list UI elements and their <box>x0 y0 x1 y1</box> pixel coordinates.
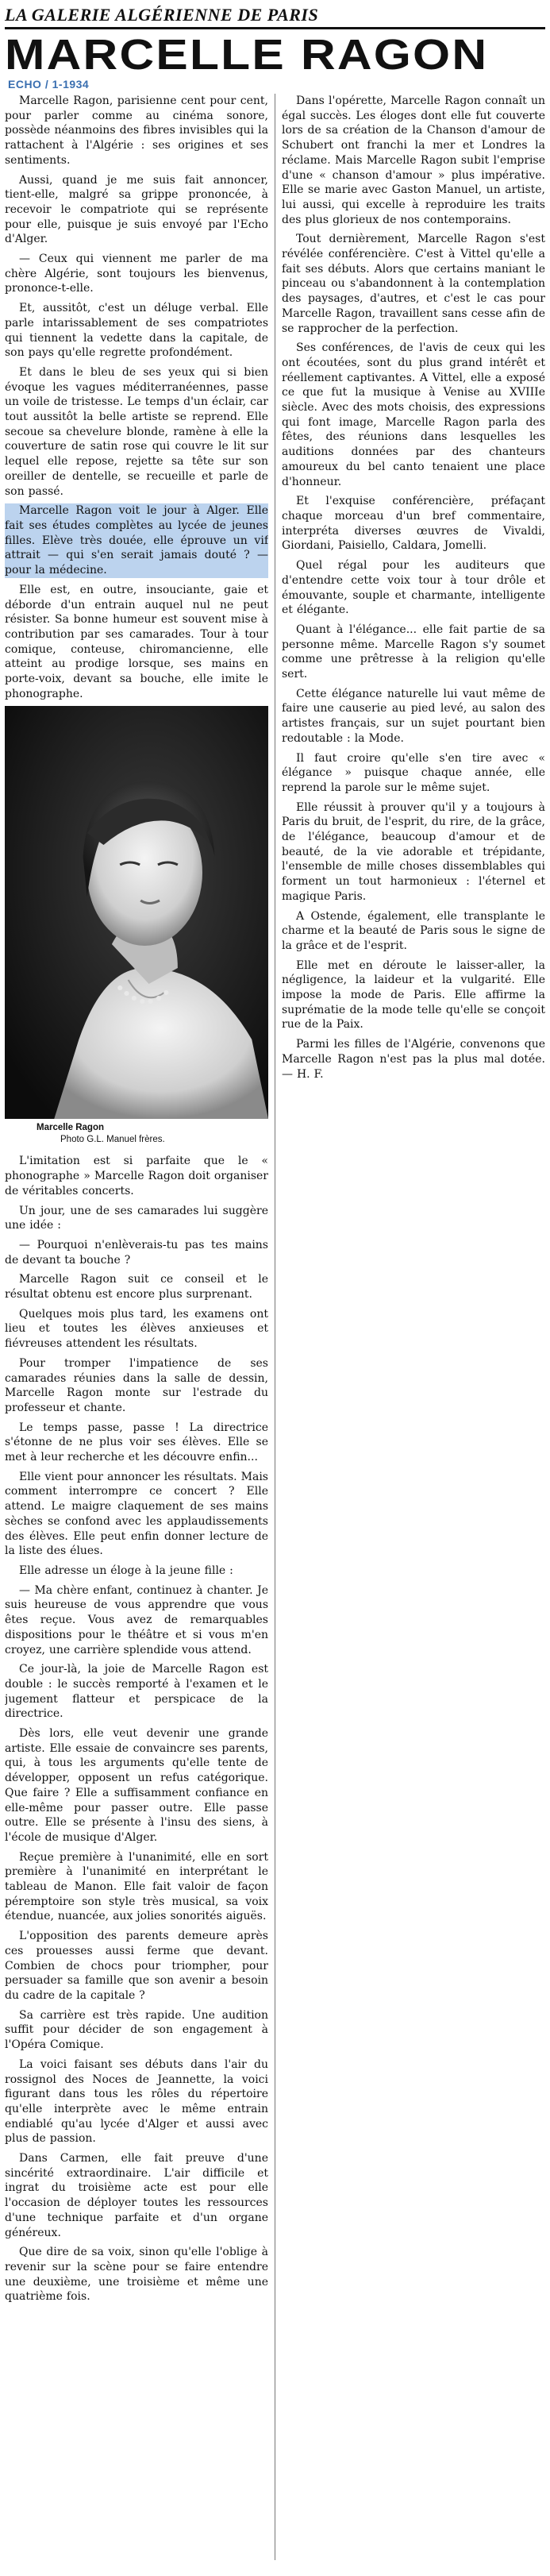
article-paragraph: — Ma chère enfant, continuez à chanter. Je suis heureuse de vous apprendre que vous êtes reçue. Vous avez de remarquables dispositions pour le théâtre et si vous m'en croyez, une carrière splendide vous attend. <box>5 1583 268 1656</box>
caption-credit: Photo G.L. Manuel frères. <box>60 1135 165 1145</box>
article-paragraph: Le temps passe, passe ! La directrice s'étonne de ne plus voir ses élèves. Elle se met à leur recherche et les découvre enfin... <box>5 1421 268 1464</box>
article-paragraph: Parmi les filles de l'Algérie, convenons que Marcelle Ragon n'est pas la plus mal dotée. — H. F. <box>282 1038 545 1081</box>
article-paragraph: Elle vient pour annoncer les résultats. Mais comment interrompre ce concert ? Elle attend. Le maigre claquement de ses mains sèches se confond avec les applaudissements des élèves. Elle peut enfin donner lecture de la liste des élues. <box>5 1470 268 1558</box>
portrait-image <box>5 706 268 1119</box>
source-tag: ECHO / 1-1934 <box>8 78 90 91</box>
article-paragraph: Et l'exquise conférencière, préfaçant chaque morceau d'un bref commentaire, interpréta diverses œuvres de Vivaldi, Giordani, Paisiello, Caldara, Jomelli. <box>282 495 545 553</box>
publication-name: LA GALERIE ALGÉRIENNE DE PARIS <box>5 5 319 25</box>
portrait-figure <box>5 706 268 1146</box>
column-right <box>282 94 545 2560</box>
top-rule <box>5 27 545 29</box>
article-paragraph: — Ceux qui viennent me parler de ma chère Algérie, sont toujours les bienvenus, prononce-t-elle. <box>5 253 268 295</box>
article-paragraph: Dans l'opérette, Marcelle Ragon connaît un égal succès. Les éloges dont elle fut couverte lors de sa création de la Chanson d'amour de Schubert ont franchi la mer et Londres la réclame. Mais Marcelle Ragon subit l'emprise d'une « chanson d'amour » plus impérative. Elle se marie avec Gaston Manuel, un artiste, lui aussi, qui excelle à reproduire les traits des plus glorieux de nos contemporains. <box>282 94 545 226</box>
article-paragraph: Reçue première à l'unanimité, elle en sort première à l'unanimité en interprétant le tableau de Manon. Elle fait valoir de façon péremptoire son style très musical, sa voix étendue, nuancée, aux jolies sonorités aiguës. <box>5 1850 268 1923</box>
article-paragraph: Que dire de sa voix, sinon qu'elle l'oblige à revenir sur la scène pour se faire entendre une deuxième, une troisième et même une quatrième fois. <box>5 2246 268 2304</box>
title-block <box>5 30 545 81</box>
article-paragraph: Elle réussit à prouver qu'il y a toujours à Paris du bruit, de l'esprit, du rire, de la grâce, de l'élégance, beaucoup d'amour et de beauté, de la vie adorable et trépidante, l'ensemble de mille choses dissemblables qui forment un tout harmonieux : l'éternel et magique Paris. <box>282 800 545 903</box>
article-paragraph: Tout dernièrement, Marcelle Ragon s'est révélée conférencière. C'est à Vittel qu'elle a fait ses débuts. Alors que certains maniant le pinceau ou s'abandonnent à la contemplation des paysages, d'autres, et c'est le cas pour Marcelle Ragon, travaillent sans cesse afin de se rapprocher de la perfection. <box>282 233 545 335</box>
article-paragraph: Quel régal pour les auditeurs que d'entendre cette voix tour à tour drôle et émouvante, souple et charmante, intelligente et élégante. <box>282 559 545 617</box>
article-paragraph: Pour tromper l'impatience de ses camarades réunies dans la salle de dessin, Marcelle Ragon monte sur l'estrade du professeur et chante. <box>5 1356 268 1414</box>
article-paragraph: Cette élégance naturelle lui vaut même de faire une causerie au pied levé, au salon des artistes français, sur un sujet pourtant bien redoutable : la Mode. <box>282 687 545 745</box>
article-paragraph: — Pourquoi n'enlèverais-tu pas tes mains de devant ta bouche ? <box>5 1238 268 1267</box>
caption-name: Marcelle Ragon <box>37 1123 104 1133</box>
article-paragraph: Elle adresse un éloge à la jeune fille : <box>19 1564 233 1577</box>
article-paragraph: Un jour, une de ses camarades lui suggère une idée : <box>5 1204 268 1232</box>
column-left-bottom <box>5 1154 268 2304</box>
article-paragraph: Quelques mois plus tard, les examens ont lieu et toutes les élèves anxieuses et fiévreuses attendent les résultats. <box>5 1307 268 1351</box>
article-title: MARCELLE RAGON <box>5 31 489 79</box>
article-paragraph: Il faut croire qu'elle s'en tire avec « élégance » puisque chaque année, elle reprend la parole sur le même sujet. <box>282 751 545 794</box>
article-paragraph: Marcelle Ragon, parisienne cent pour cent, pour parler comme au cinéma sonore, possède néanmoins des fibres invisibles qui la rattachent à l'Algérie : ses origines et ses sentiments. <box>5 94 268 167</box>
article-paragraph: Quant à l'élégance... elle fait partie de sa personne même. Marcelle Ragon s'y soumet comme une prêtresse à la religion qu'elle sert. <box>282 623 545 681</box>
article-paragraph: L'imitation est si parfaite que le « phonographe » Marcelle Ragon doit organiser de véritables concerts. <box>5 1155 268 1197</box>
article-columns <box>5 94 545 2560</box>
article-paragraph: Sa carrière est très rapide. Une audition suffit pour décider de son engagement à l'Opéra Comique. <box>5 2008 268 2052</box>
column-left <box>5 94 268 2560</box>
article-paragraph: Ce jour-là, la joie de Marcelle Ragon est double : le succès remporté à l'examen et le jugement flatteur et perspicace de la directrice. <box>5 1663 268 1721</box>
article-paragraph: Aussi, quand je me suis fait annoncer, tient-elle, malgré sa grippe prononcée, à recevoir le compatriote qui se représente pour elle, puisque je suis envoyé par l'Echo d'Alger. <box>5 173 268 246</box>
article-paragraph: Et dans le bleu de ses yeux qui si bien évoque les vagues méditerranéennes, passe un voile de tristesse. Le temps d'un éclair, car tout aussitôt la belle artiste se reprend. Elle secoue sa chevelure blonde, ramène à elle la couverture de satin rose qui couvre le lit sur lequel elle repose, rejette sa tête sur son oreiller de dentelle, se recueille et parle de son passé. <box>5 365 268 498</box>
photo-caption <box>5 1122 268 1146</box>
article-paragraph: Dès lors, elle veut devenir une grande artiste. Elle essaie de convaincre ses parents, qui, à tous les arguments qu'elle tente de développer, opposent un refus catégorique. Que faire ? Elle a suffisamment confiance en elle-même pour passer outre. Elle passe outre. Elle se présente à l'insu des siens, à l'école de musique d'Alger. <box>5 1727 268 1844</box>
article-paragraph: Dans Carmen, elle fait preuve d'une sincérité extraordinaire. L'air difficile et ingrat du troisième acte est pour elle l'occasion de déployer toutes les ressources d'une technique parfaite et d'un organe généreux. <box>5 2152 268 2239</box>
article-paragraph: L'opposition des parents demeure après ces prouesses aussi ferme que devant. Combien de chocs pour triompher, pour persuader sa famille que son avenir a besoin du cadre de la capitale ? <box>5 1930 268 2002</box>
article-paragraph: La voici faisant ses débuts dans l'air du rossignol des Noces de Jeannette, la voici figurant dans tous les rôles du répertoire qu'elle interprète avec le même entrain endiablé qu'au lycée d'Alger et aussi avec plus de passion. <box>5 2057 268 2146</box>
article-paragraph: Marcelle Ragon suit ce conseil et le résultat obtenu est encore plus surprenant. <box>5 1273 268 1301</box>
header-row <box>5 5 545 25</box>
article-paragraph: Elle est, en outre, insouciante, gaie et déborde d'un entrain auquel nul ne peut résister. Sa bonne humeur est souvent mise à contribution par ses camarades. Tour à tour comique, conteuse, chiromancienne, elle atteint au prodige lorsque, ses mains en porte-voix, devant sa bouche, elle imite le phonographe. <box>5 583 268 700</box>
article-paragraph: Marcelle Ragon voit le jour à Alger. Elle fait ses études complètes au lycée de jeunes filles. Elève très douée, elle éprouve un vif attrait — qui s'en serait jamais douté ? — pour la médecine. <box>5 504 268 577</box>
article-paragraph: Et, aussitôt, c'est un déluge verbal. Elle parle intarissablement de ses compatriotes qui tiennent la vedette dans la capitale, de son pays qu'elle regrette profondément. <box>5 302 268 360</box>
portrait-photo <box>5 706 268 1119</box>
column-left-top <box>5 94 268 701</box>
article-paragraph: Ses conférences, de l'avis de ceux qui les ont écoutées, sont du plus grand intérêt et réellement captivantes. A Vittel, elle a exposé ce que fut la musique à Venise au XVIIIe siècle. Avec des mots choisis, des expressions qui font image, Marcelle Ragon parla des fêtes, des réunions dans lesquelles les auditions données par des chanteurs amoureux du bel canto tenaient une place d'honneur. <box>282 341 545 488</box>
article-paragraph: A Ostende, également, elle transplante le charme et la beauté de Paris sous le signe de la grâce et de l'esprit. <box>282 909 545 952</box>
article-paragraph: Elle met en déroute le laisser-aller, la négligence, la laideur et la vulgarité. Elle impose la mode de Paris. Elle affirme la suprématie de la mode telle qu'elle se conçoit rue de la Paix. <box>282 958 545 1032</box>
